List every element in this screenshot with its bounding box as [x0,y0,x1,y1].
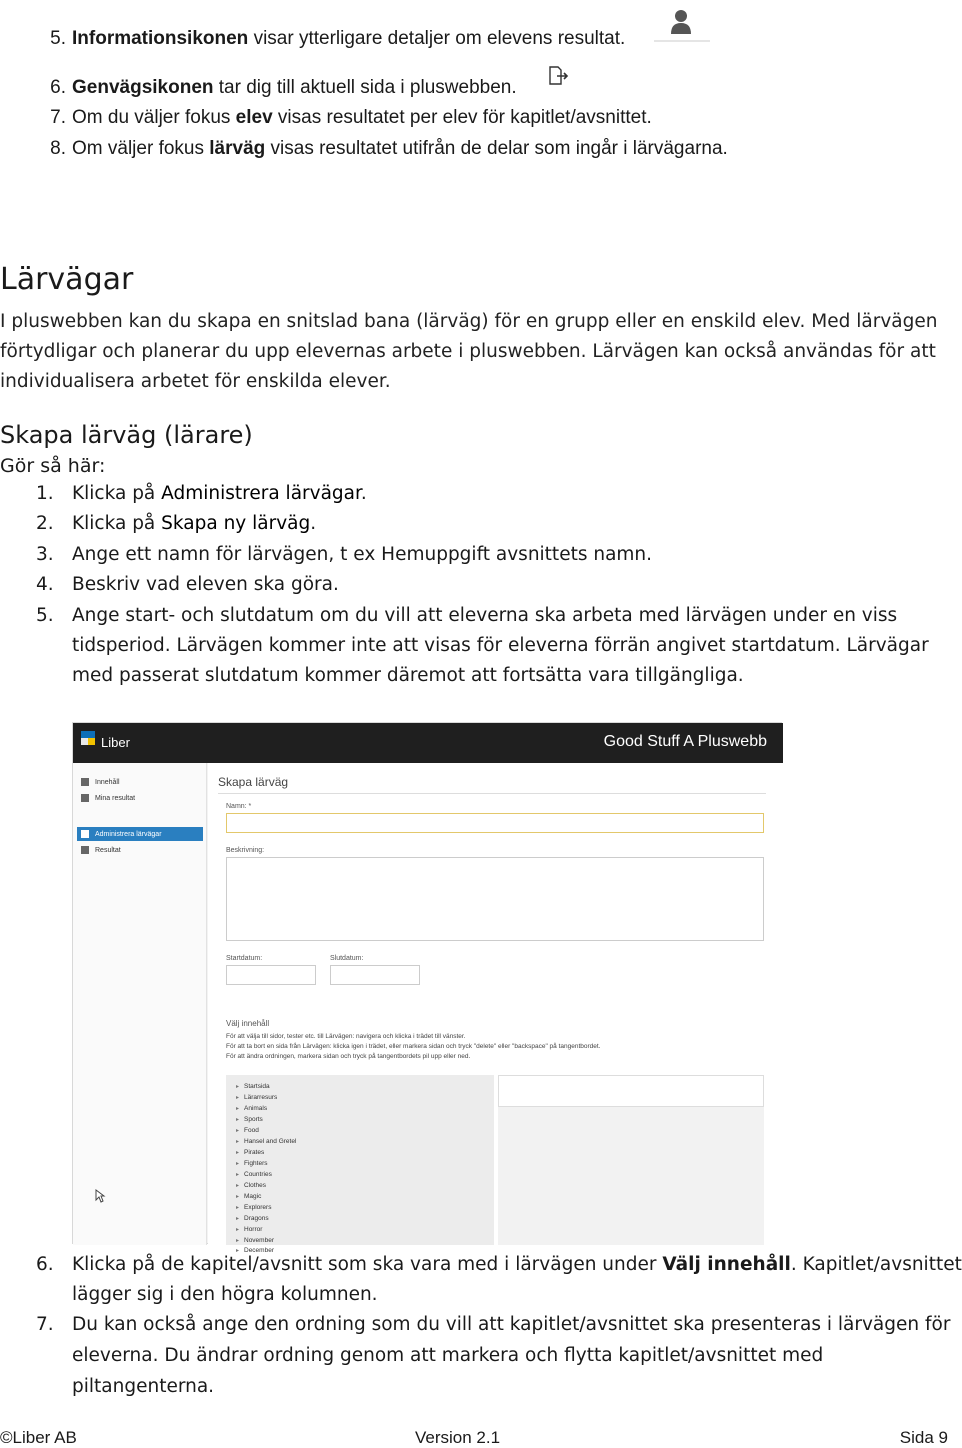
caret-icon: ▸ [236,1216,240,1222]
footer-version: Version 2.1 [415,1428,501,1447]
sidebar-item-administrera-larvagar[interactable]: Administrera lärvägar [77,827,203,841]
end-date-input[interactable] [330,965,420,985]
intro-line: I pluswebben kan du skapa en snitslad bana (lärväg) för en grupp eller en enskild elev. Med lärvägen [0,311,938,332]
chart-icon [81,794,89,802]
bold-term: lärväg [209,138,266,159]
divider [218,793,766,794]
tree-item[interactable]: ▸ Explorers [236,1204,272,1211]
tree-item[interactable]: ▸ Startsida [236,1083,270,1090]
sidebar-item-innehall[interactable]: Innehåll [81,775,120,789]
shortcut-icon [548,66,570,86]
ui-reference: Skapa ny lärväg [161,513,311,534]
sidebar-item-resultat[interactable]: Resultat [81,843,121,857]
name-label: Namn: * [226,803,252,810]
liber-logo-part [88,738,95,745]
tree-item[interactable]: ▸ December [236,1247,274,1254]
path-icon [81,830,89,838]
caret-icon: ▸ [236,1205,240,1211]
tree-item[interactable]: ▸ Fighters [236,1160,268,1167]
caret-icon: ▸ [236,1106,240,1112]
choose-content-label: Välj innehåll [226,1019,270,1028]
subsection-title: Skapa lärväg (lärare) [0,421,253,449]
caret-icon: ▸ [236,1238,240,1244]
description-label: Beskrivning: [226,847,265,854]
main-panel [208,763,783,1254]
tree-item[interactable]: ▸ Food [236,1127,259,1134]
content-tree [226,1075,494,1245]
tree-item[interactable]: ▸ November [236,1237,274,1244]
caret-icon: ▸ [236,1183,240,1189]
person-info-icon [668,6,694,38]
chart-icon [81,846,89,854]
tree-item[interactable]: ▸ Hansel and Gretel [236,1138,297,1145]
tree-item[interactable]: ▸ Countries [236,1171,272,1178]
start-date-label: Startdatum: [226,955,263,962]
tree-item[interactable]: ▸ Sports [236,1116,263,1123]
help-line: För att välja till sidor, tester etc. till Lärvägen: navigera och klicka i trädet till vänster. [226,1033,466,1040]
howto-label: Gör så här: [0,455,106,477]
mouse-cursor-icon [95,1189,105,1203]
footer-copyright: ©Liber AB [0,1428,77,1447]
ui-reference: Administrera lärvägar [161,483,361,504]
caret-icon: ▸ [236,1095,240,1101]
bold-term: elev [235,107,273,128]
caret-icon: ▸ [236,1161,240,1167]
name-input[interactable] [226,813,764,833]
tree-item[interactable]: ▸ Horror [236,1226,263,1233]
section-title: Lärvägar [0,262,134,297]
app-title: Good Stuff A Pluswebb [603,733,767,750]
caret-icon: ▸ [236,1194,240,1200]
selected-content-list[interactable] [498,1075,764,1107]
caret-icon: ▸ [236,1172,240,1178]
top-bar [73,723,783,763]
sidebar [73,763,207,1245]
liber-logo-part [81,738,88,745]
caret-icon: ▸ [236,1117,240,1123]
page-icon [81,778,89,786]
caret-icon: ▸ [236,1248,240,1254]
caret-icon: ▸ [236,1227,240,1233]
description-textarea[interactable] [226,857,764,941]
sidebar-item-mina-resultat[interactable]: Mina resultat [81,791,135,805]
help-line: För att ta bort en sida från Lärvägen: klicka igen i trädet, eller markera sidan och tryck "delete" eller "backspace" på tangentbordet. [226,1043,601,1050]
caret-icon: ▸ [236,1139,240,1145]
start-date-input[interactable] [226,965,316,985]
end-date-label: Slutdatum: [330,955,364,962]
app-screenshot [72,722,782,1254]
tree-item[interactable]: ▸ Clothes [236,1182,267,1189]
tree-item[interactable]: ▸ Pirates [236,1149,265,1156]
tree-item[interactable]: ▸ Magic [236,1193,262,1200]
bold-term: Genvägsikonen [72,77,214,98]
caret-icon: ▸ [236,1150,240,1156]
tree-item[interactable]: ▸ Animals [236,1105,268,1112]
page-title: Skapa lärväg [218,775,289,789]
tree-item[interactable]: ▸ Dragons [236,1215,269,1222]
bold-term: Informationsikonen [72,28,249,49]
caret-icon: ▸ [236,1084,240,1090]
ui-reference: Välj innehåll [662,1254,791,1275]
footer-page-number: Sida 9 [899,1428,948,1447]
divider [654,40,710,42]
caret-icon: ▸ [236,1128,240,1134]
selected-content-column [498,1075,764,1245]
logo-text: Liber [101,735,130,750]
tree-item[interactable]: ▸ Lärarresurs [236,1094,278,1101]
help-line: För att ändra ordningen, markera sidan och tryck på tangentbordets pil upp eller ned. [226,1053,471,1060]
intro-line: individualisera arbetet för enskilda elever. [0,371,391,392]
intro-line: förtydligar och planerar du upp elevernas arbete i pluswebben. Lärvägen kan också användas för att [0,341,936,362]
